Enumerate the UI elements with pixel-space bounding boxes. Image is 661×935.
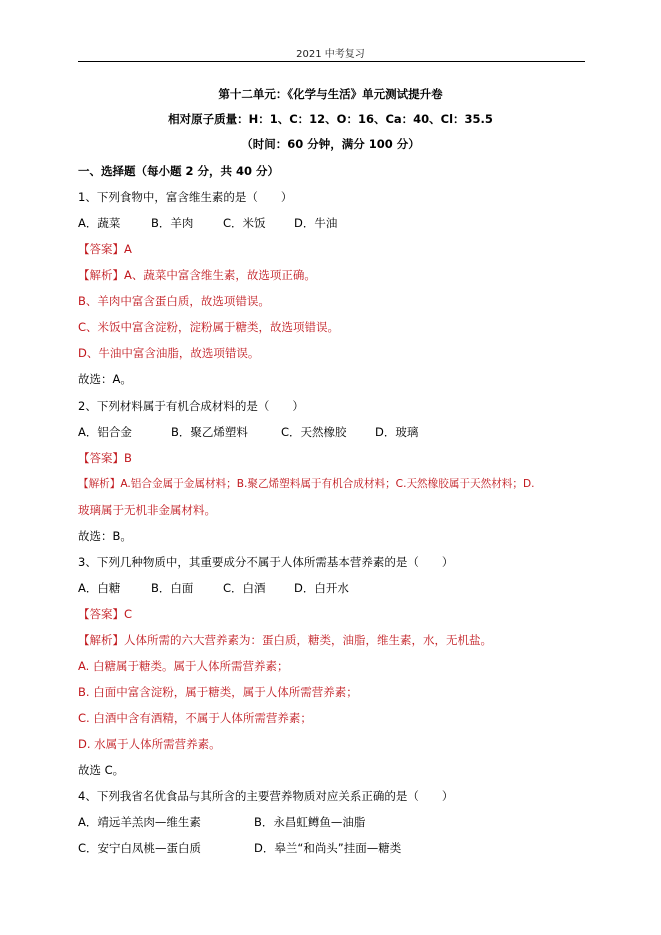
q1-answer: 【答案】A	[78, 242, 132, 256]
q3-option-c: C．白酒	[223, 581, 266, 595]
q4-question: 4、下列我省名优食品与其所含的主要营养物质对应关系正确的是（ ）	[78, 789, 454, 803]
q3-question: 3、下列几种物质中，其重要成分不属于人体所需基本营养素的是（ ）	[78, 555, 454, 569]
q4-option-b: B．永昌虹鳟鱼—油脂	[254, 815, 366, 829]
time-score-line: （时间：60 分钟，满分 100 分）	[241, 137, 420, 151]
q3-option-b: B．白面	[151, 581, 194, 595]
q1-option-b: B．羊肉	[151, 216, 194, 230]
q2-option-d: D．玻璃	[375, 425, 419, 439]
q3-options	[78, 580, 349, 596]
q2-option-b: B．聚乙烯塑料	[171, 425, 248, 439]
q2-analysis-line: 【解析】A.铝合金属于金属材料；B.聚乙烯塑料属于有机合成材料；C.天然橡胶属于天然材料；D.	[78, 478, 535, 490]
q2-options	[78, 424, 418, 440]
q4-options-row-2	[78, 840, 401, 856]
q2-analysis-line: 玻璃属于无机非金属材料。	[78, 503, 216, 517]
q3-option-d: D．白开水	[294, 581, 349, 595]
header-divider	[78, 61, 585, 62]
q3-analysis-line: B. 白面中富含淀粉，属于糖类，属于人体所需营养素；	[78, 685, 358, 699]
q1-analysis-line: D、牛油中富含油脂，故选项错误。	[78, 346, 260, 360]
q3-analysis-line: 【解析】人体所需的六大营养素为：蛋白质，糖类，油脂，维生素，水，无机盐。	[78, 633, 492, 647]
q1-option-a: A．蔬菜	[78, 216, 121, 230]
q1-conclusion: 故选：A。	[78, 372, 132, 386]
q2-answer: 【答案】B	[78, 451, 132, 465]
q4-option-d: D．皋兰“和尚头”挂面—糖类	[254, 841, 402, 855]
q1-analysis-line: B、羊肉中富含蛋白质，故选项错误。	[78, 294, 270, 308]
q2-conclusion: 故选：B。	[78, 529, 132, 543]
q4-option-a: A．靖远羊羔肉—维生素	[78, 815, 201, 829]
q4-option-c: C．安宁白凤桃—蛋白质	[78, 841, 202, 855]
q1-analysis-line: C、米饭中富含淀粉，淀粉属于糖类，故选项错误。	[78, 320, 340, 334]
q2-option-a: A．铝合金	[78, 425, 132, 439]
q3-analysis-line: A. 白糖属于糖类。属于人体所需营养素；	[78, 659, 289, 673]
q3-conclusion: 故选 C。	[78, 763, 125, 777]
q1-analysis-line: 【解析】A、蔬菜中富含维生素，故选项正确。	[78, 268, 316, 282]
q1-option-d: D．牛油	[294, 216, 338, 230]
q2-option-c: C．天然橡胶	[281, 425, 347, 439]
q4-options-row-1	[78, 814, 365, 830]
page-header: 2021 中考复习	[296, 49, 365, 60]
document-title: 第十二单元：《化学与生活》单元测试提升卷	[218, 87, 443, 101]
q2-question: 2、下列材料属于有机合成材料的是（ ）	[78, 399, 304, 413]
q3-analysis-line: C. 白酒中含有酒精，不属于人体所需营养素；	[78, 711, 312, 725]
q1-question: 1、下列食物中，富含维生素的是（ ）	[78, 190, 293, 204]
atomic-mass-line: 相对原子质量：H：1、C：12、O：16、Ca：40、Cl：35.5	[168, 112, 493, 126]
q1-option-c: C．米饭	[223, 216, 266, 230]
q3-option-a: A．白糖	[78, 581, 121, 595]
q3-analysis-line: D. 水属于人体所需营养素。	[78, 737, 221, 751]
q3-answer: 【答案】C	[78, 607, 133, 621]
q1-options	[78, 215, 337, 231]
section-title: 一、选择题（每小题 2 分，共 40 分）	[78, 164, 280, 178]
